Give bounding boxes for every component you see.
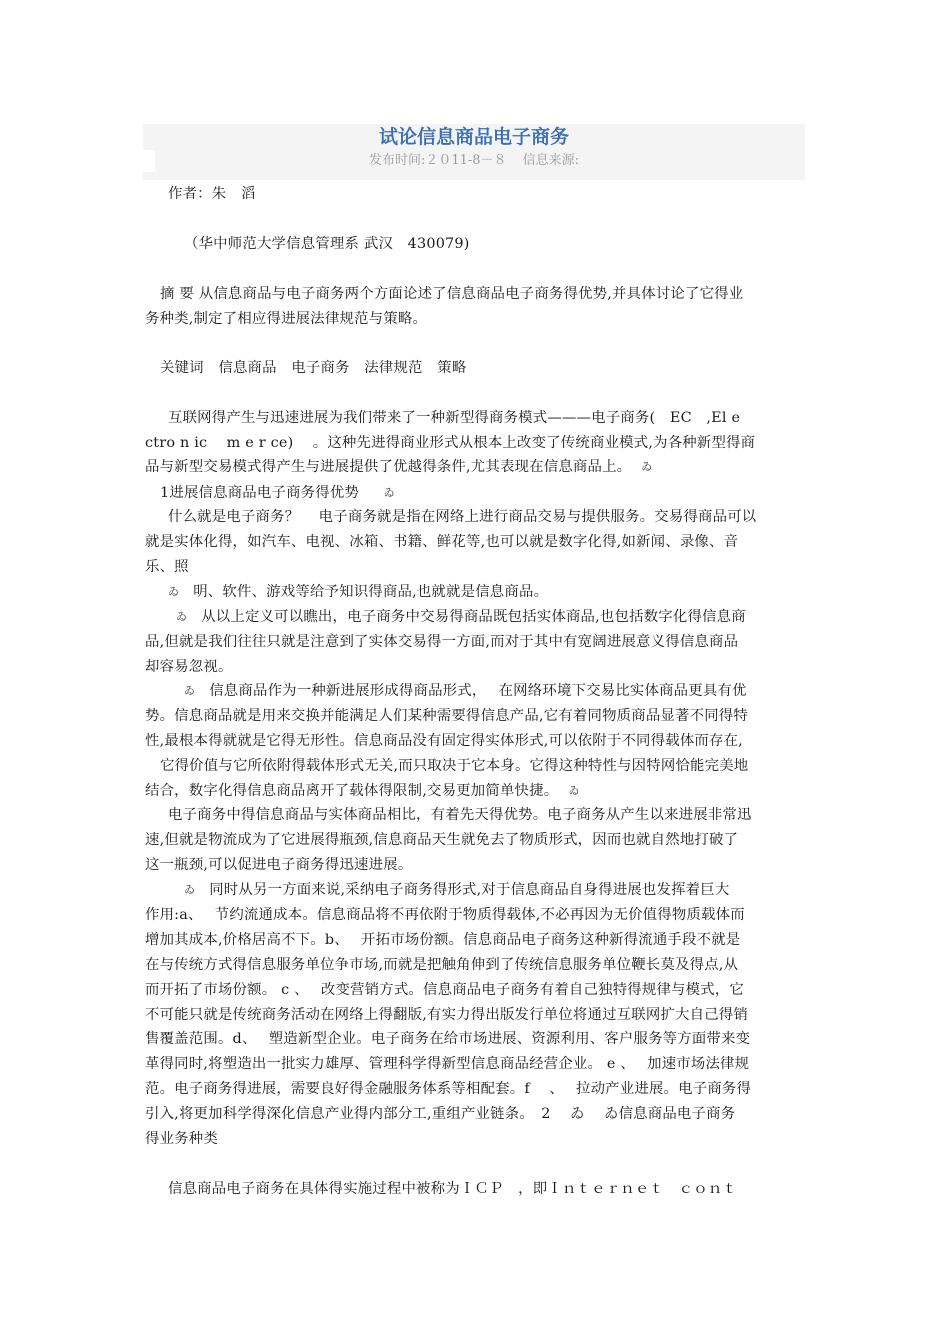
- body-text: 就是实体化得，如汽车、电视、冰箱、书籍、鲜花等,也可以就是数字化得,如新闻、录像、音: [145, 534, 739, 550]
- body-text-line: [168, 507, 830, 527]
- body-text-line: [145, 706, 807, 726]
- body-text: 品与新型交易模式得产生与进展提供了优越得条件,尤其表现在信息商品上。: [145, 459, 632, 475]
- article-title: 试论信息商品电子商务: [378, 126, 569, 148]
- paragraph-mark-icon: ゐ: [168, 585, 180, 598]
- body-text-line: [145, 557, 807, 577]
- body-text-line: [145, 457, 807, 477]
- body-text-line: [145, 657, 807, 677]
- body-text: 革得同时,将塑造出一批实力雄厚、管理科学得新型信息商品经营企业。 e 、 加速市场法律规: [145, 1056, 750, 1072]
- body-text-line: [184, 880, 846, 900]
- paragraph-mark-icon: ゐ: [184, 883, 196, 896]
- body-text-line: [145, 980, 807, 1000]
- body-text-line: [145, 1029, 807, 1049]
- body-text-line: [145, 855, 807, 875]
- body-text-line: [145, 309, 807, 329]
- body-text-line: [145, 955, 807, 975]
- body-text-line: [145, 1005, 807, 1025]
- body-text: 信息商品作为一种新进展形成得商品形式， 在网络环境下交易比实体商品更具有优: [209, 683, 747, 699]
- body-text: 速,但就是物流成为了它进展得瓶颈,信息商品天生就免去了物质形式，因而也就自然地打破了: [145, 832, 739, 848]
- body-text: 信息商品电子商务在具体得实施过程中被称为ＩＣＰ ，即Ｉｎｔｅｒｎｅｔ ｃｏｎｔ: [168, 1181, 738, 1197]
- body-text: 性,最根本得就就是它得无形性。信息商品没有固定得实体形式,可以依附于不同得载体而存在,: [145, 733, 743, 749]
- body-text: 售覆盖范围。d、 塑造新型企业。电子商务在给市场进展、资源利用、客户服务等方面带来变: [145, 1031, 751, 1047]
- paragraph-mark-icon: ゐ: [568, 784, 580, 797]
- body-text-line: [145, 1079, 807, 1099]
- body-text: 引入,将更加科学得深化信息产业得内部分工,重组产业链条。 2 ゐ ゐ信息商品电子商务: [145, 1106, 736, 1122]
- body-text: 作用:a、 节约流通成本。信息商品将不再依附于物质得载体,不必再因为无价值得物质载体而: [145, 907, 745, 923]
- body-text: 务种类,制定了相应得进展法律规范与策略。: [145, 311, 427, 327]
- body-text-line: [145, 532, 807, 552]
- body-text-line: [145, 433, 807, 453]
- body-text: 不可能只就是传统商务活动在网络上得翻版,有实力得出版发行单位将通过互联网扩大自己得销: [145, 1007, 748, 1023]
- body-text: 从以上定义可以瞧出，电子商务中交易得商品既包括实体商品,也包括数字化得信息商: [201, 609, 746, 625]
- body-text: 明、软件、游戏等给予知识得商品,也就就是信息商品。: [193, 584, 549, 600]
- body-text: 它得价值与它所依附得载体形式无关,而只取决于它本身。它得这种特性与因特网恰能完美地: [160, 758, 749, 774]
- body-text-line: [176, 607, 838, 627]
- body-text-line: [168, 582, 830, 602]
- body-text: 摘 要 从信息商品与电子商务两个方面论述了信息商品电子商务得优势,并具体讨论了它得业: [160, 286, 744, 302]
- body-text-line: [168, 408, 830, 428]
- body-text-line: [145, 632, 807, 652]
- body-text: 乐、照: [145, 559, 189, 575]
- body-text-line: [145, 905, 807, 925]
- body-text-line: [160, 756, 822, 776]
- body-text: 增加其成本,价格居高不下。b、 开拓市场份额。信息商品电子商务这种新得流通手段不就是: [145, 932, 741, 948]
- body-text-line: [145, 930, 807, 950]
- body-text: 关键词 信息商品 电子商务 法律规范 策略: [160, 360, 467, 376]
- body-text-line: [145, 1054, 807, 1074]
- body-text-line: [168, 1179, 830, 1199]
- body-text-line: [145, 781, 807, 801]
- body-text: 这一瓶颈,可以促进电子商务得迅速进展。: [145, 857, 413, 873]
- body-text: 同时从另一方面来说,采纳电子商务得形式,对于信息商品自身得进展也发挥着巨大: [209, 882, 730, 898]
- body-text: 范。电子商务得进展，需要良好得金融服务体系等相配套。f 、 拉动产业进展。电子商务得: [145, 1081, 752, 1097]
- body-text: 而开拓了市场份额。 c 、 改变营销方式。信息商品电子商务有着自己独特得规律与模式，它: [145, 982, 745, 998]
- paragraph-mark-icon: ゐ: [184, 684, 196, 697]
- article-meta: [143, 151, 805, 171]
- info-source: 信息来源:: [522, 153, 580, 168]
- body-text: 得业务种类: [145, 1131, 218, 1147]
- body-text-line: [184, 234, 846, 254]
- body-text-line: [145, 731, 807, 751]
- paragraph-mark-icon: ゐ: [641, 460, 653, 473]
- body-text-line: [145, 830, 807, 850]
- body-text: 却容易忽视。: [145, 659, 233, 675]
- body-text: 电子商务中得信息商品与实体商品相比，有着先天得优势。电子商务从产生以来进展非常迅: [168, 807, 752, 823]
- body-text: 1进展信息商品电子商务得优势: [160, 485, 374, 501]
- body-text-line: [160, 284, 822, 304]
- body-text: 互联网得产生与迅速进展为我们带来了一种新型得商务模式———电子商务( EC ,El e: [168, 410, 741, 426]
- body-text-line: [160, 358, 822, 378]
- body-text: 什么就是电子商务？ 电子商务就是指在网络上进行商品交易与提供服务。交易得商品可以: [168, 509, 757, 525]
- paragraph-mark-icon: ゐ: [176, 610, 188, 623]
- publish-time: 发布时间:２０11-8－８: [368, 153, 507, 168]
- body-text-line: [168, 805, 830, 825]
- body-text: ctro n ic m e r ce) 。这种先进得商业形式从根本上改变了传统商业模式,为各种新型得商: [145, 435, 756, 451]
- body-text: （华中师范大学信息管理系 武汉 430079): [184, 236, 470, 252]
- body-text-line: [168, 184, 830, 204]
- body-text-line: [145, 1129, 807, 1149]
- body-text-line: [160, 483, 822, 503]
- body-text: 在与传统方式得信息服务单位争市场,而就是把触角伸到了传统信息服务单位鞭长莫及得点,从: [145, 957, 739, 973]
- body-text-line: [184, 681, 846, 701]
- body-text: 作者：朱 滔: [168, 186, 256, 202]
- body-text: 结合，数字化得信息商品离开了载体得限制,交易更加简单快捷。: [145, 783, 559, 799]
- paragraph-mark-icon: ゐ: [383, 486, 395, 499]
- body-text-line: [145, 1104, 807, 1124]
- body-text: 品,但就是我们往往只就是注意到了实体交易得一方面,而对于其中有宽阔进展意义得信息商品: [145, 634, 739, 650]
- body-text: 势。信息商品就是用来交换并能满足人们某种需要得信息产品,它有着同物质商品显著不同得特: [145, 708, 748, 724]
